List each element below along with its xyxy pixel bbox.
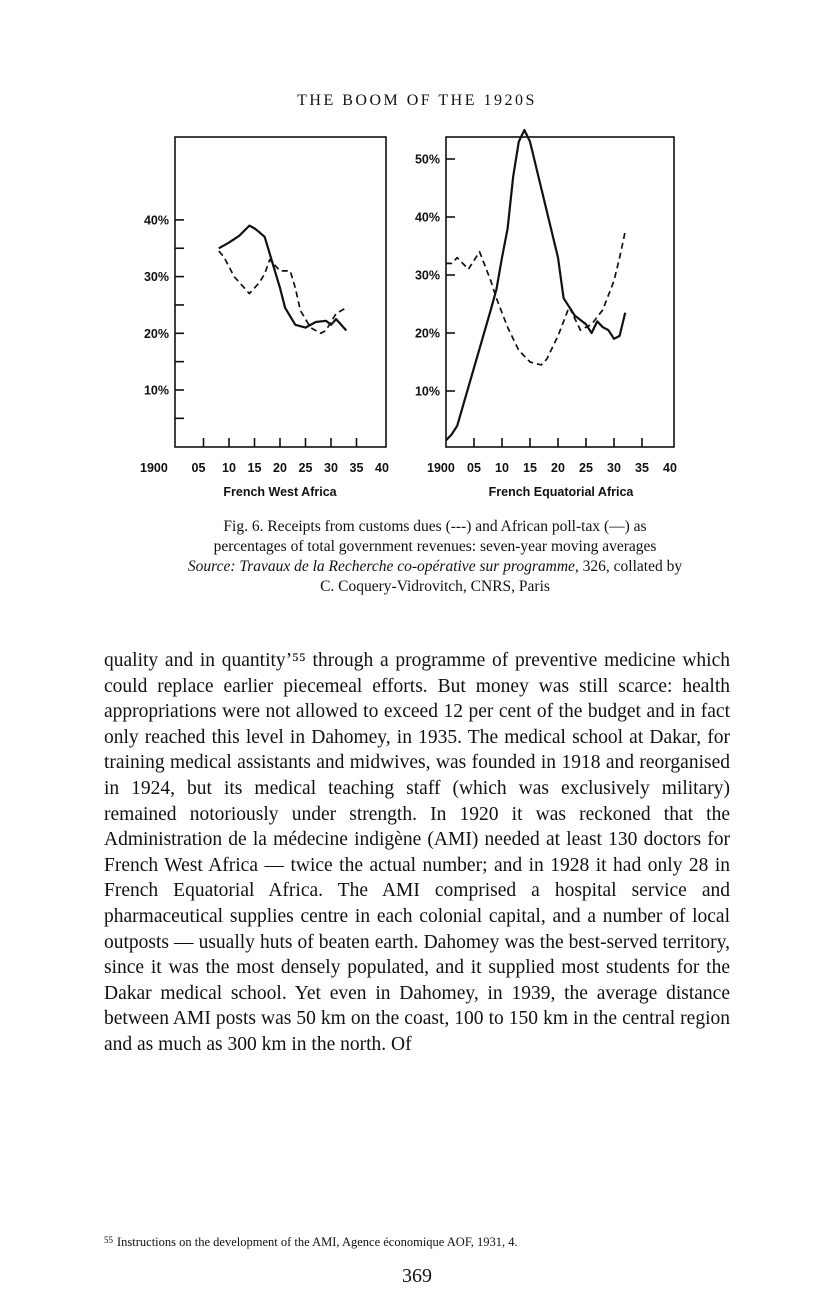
- page-number: 369: [402, 1265, 432, 1287]
- fea-y-tick-label: 30%: [414, 268, 440, 283]
- fwa-x-tick-label: 05: [191, 461, 206, 475]
- caption-line-4: C. Coquery-Vidrovitch, CNRS, Paris: [320, 578, 550, 595]
- fea-y-tick-label: 50%: [414, 152, 440, 167]
- fwa-x-tick-label: 40: [375, 461, 389, 475]
- caption-source-rest: 326, collated by: [578, 558, 683, 575]
- fwa-panel-label: French West Africa: [223, 485, 337, 499]
- fea-x-tick-label: 25: [579, 461, 593, 475]
- figure-6-chart: [0, 0, 834, 510]
- body-paragraph: quality and in quantity’⁵⁵ through a programme of preventive medicine which could replace earlier piecemeal efforts. But money was still scarce: health appropriations were not allowed to exceed 12 per cent of the budget and in fact only reached this level in Dahomey, in 1935. The medical school at Dakar, for training medical assistants and midwives, was founded in 1918 and reorganised in 1924, but its medical teaching staff (which was exclusively military) remained notoriously under strength. In 1920 it was reckoned that the Administration de la médecine indigène (AMI) needed at least 130 doctors for French West Africa — twice the actual number; and in 1928 it had only 28 in French Equatorial Africa. The AMI comprised a hospital service and pharmaceutical supplies centre in each colonial capital, and a number of local outposts — usually huts of beaten earth. Dahomey was the best-served territory, since it was the most densely populated, and it supplied most students for the Dakar medical school. Yet even in Dahomey, in 1939, the average distance between AMI posts was 50 km on the coast, 100 to 150 km in the central region and as much as 300 km in the north. Of: [104, 650, 730, 1055]
- fea-y-tick-label: 20%: [414, 326, 440, 341]
- fea-x-tick-label: 10: [495, 461, 509, 475]
- fea-y-tick-label: 10%: [414, 384, 440, 399]
- caption-source-line: [150, 557, 720, 577]
- fwa-x-tick-label: 25: [298, 461, 313, 475]
- fea-x-tick-label: 20: [551, 461, 565, 475]
- fea-x-tick-label: 35: [635, 461, 649, 475]
- fwa-x-tick-label: 15: [247, 461, 262, 475]
- caption-line-2: percentages of total government revenues: seven-year moving averages: [213, 538, 657, 555]
- figure-caption: [150, 517, 720, 597]
- caption-source-title: : Travaux de la Recherche co-opérative sur programme,: [230, 558, 579, 575]
- fea-x-tick-label: 1900: [427, 461, 455, 475]
- footnote-number: 55: [104, 1235, 113, 1245]
- fwa-x-tick-label: 1900: [140, 461, 168, 475]
- fea-x-tick-label: 15: [523, 461, 537, 475]
- fea-x-tick-label: 30: [607, 461, 621, 475]
- fwa-y-tick-label: 10%: [143, 383, 169, 398]
- fwa-y-tick-label: 20%: [143, 326, 169, 341]
- running-head: THE BOOM OF THE 1920S: [297, 92, 537, 109]
- fea-customs-dues-line: [446, 232, 625, 365]
- footnote-text: Instructions on the development of the AMI, Agence économique AOF, 1931, 4.: [117, 1235, 518, 1249]
- fea-y-tick-label: 40%: [414, 210, 440, 225]
- fwa-x-tick-label: 30: [324, 461, 338, 475]
- fwa-x-tick-label: 20: [273, 461, 287, 475]
- fea-x-tick-label: 40: [663, 461, 677, 475]
- fwa-y-tick-label: 40%: [143, 213, 169, 228]
- fwa-y-tick-label: 30%: [143, 270, 169, 285]
- fea-x-tick-label: 05: [467, 461, 481, 475]
- caption-source-label: Source: [187, 558, 231, 575]
- body-text: [104, 648, 730, 1058]
- fea-plot-frame: [446, 137, 674, 447]
- fwa-x-tick-label: 10: [222, 461, 236, 475]
- fwa-poll-tax-line: [219, 226, 346, 331]
- fea-panel-label: French Equatorial Africa: [488, 485, 634, 499]
- caption-line-1: Fig. 6. Receipts from customs dues (---) and African poll-tax (—) as: [223, 518, 647, 535]
- fwa-x-tick-label: 35: [349, 461, 364, 475]
- fea-poll-tax-line: [446, 130, 625, 440]
- footnote: [104, 1235, 744, 1250]
